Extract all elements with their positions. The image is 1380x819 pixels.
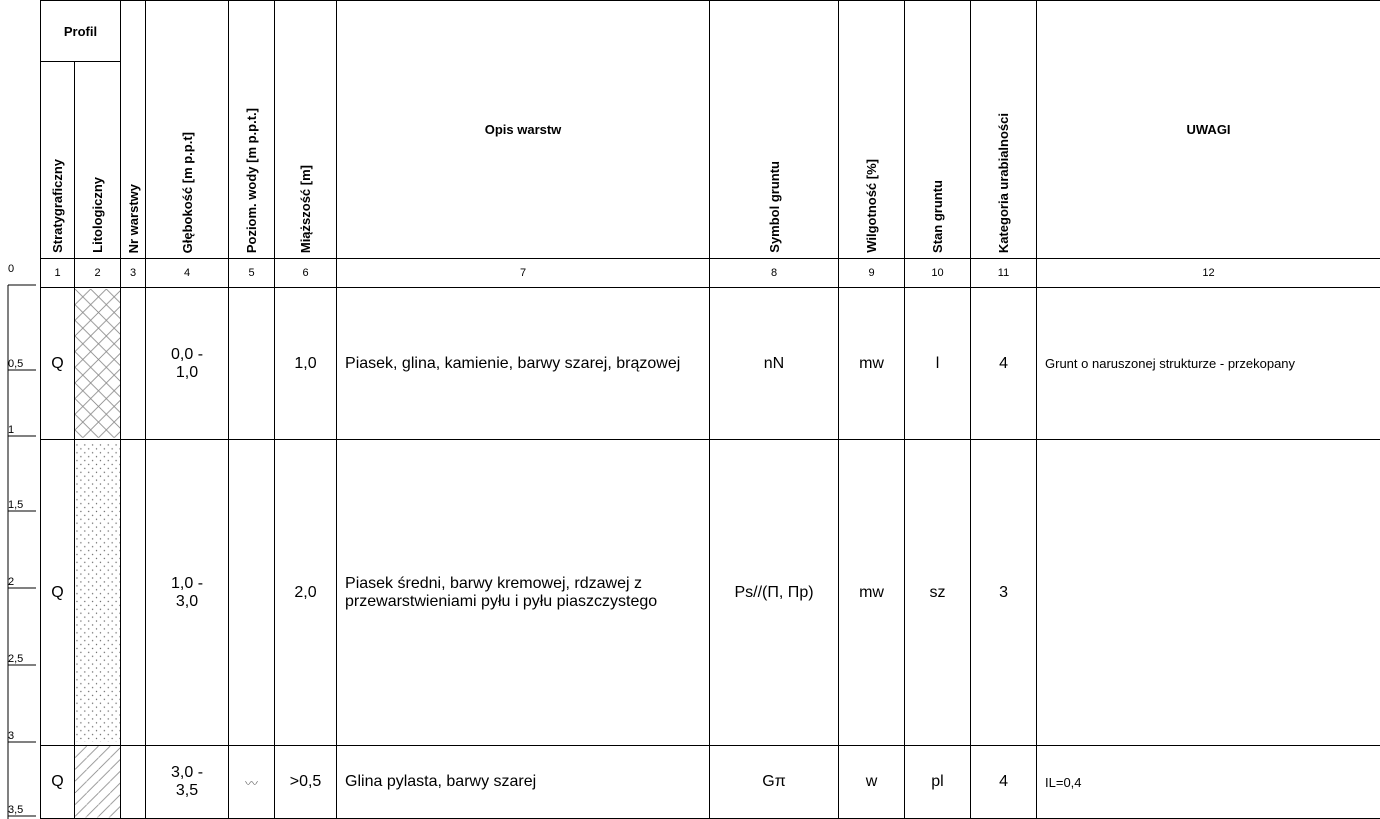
scale-label: 3: [8, 730, 15, 742]
col-number: 10: [905, 259, 971, 288]
layer-notes: IL=0,4: [1037, 746, 1380, 819]
layer-symbol: Gπ: [710, 746, 839, 819]
glebokosc-header: Głębokość [m p.p.t]: [146, 1, 229, 259]
layer-row: [41, 746, 1380, 819]
col-number: 5: [229, 259, 275, 288]
layer-state: pl: [905, 746, 971, 819]
layer-strat: Q: [41, 288, 75, 440]
layer-water: [229, 440, 275, 746]
nr-warstwy-header: Nr warstwy: [121, 1, 146, 259]
layer-symbol: Ps//(Π, Πp): [710, 440, 839, 746]
water-level-icon: 〰: [229, 746, 275, 819]
wilgotnosc-header: Wilgotność [%]: [839, 1, 905, 259]
layer-strat: Q: [41, 440, 75, 746]
borehole-log-table: [40, 0, 1380, 819]
scale-label: 1,5: [8, 499, 24, 511]
scale-label: 3,5: [8, 804, 24, 816]
layer-category: 3: [971, 440, 1037, 746]
layer-nr: [121, 288, 146, 440]
layer-category: 4: [971, 746, 1037, 819]
layer-description: Piasek średni, barwy kremowej, rdzawej z przewarstwieniami pyłu i pyłu piaszczystego: [337, 440, 710, 746]
stan-header: Stan gruntu: [905, 1, 971, 259]
col-number: 9: [839, 259, 905, 288]
layer-state: sz: [905, 440, 971, 746]
lithology-diagonal: [75, 746, 121, 819]
layer-thickness: 1,0: [275, 288, 337, 440]
layer-row: [41, 440, 1380, 746]
column-numbers-row: [41, 259, 1380, 288]
depth-scale: [0, 0, 40, 819]
profil-header: Profil: [41, 1, 121, 62]
col-number: 11: [971, 259, 1037, 288]
layer-nr: [121, 440, 146, 746]
scale-label: 2: [8, 576, 15, 588]
layer-water: [229, 288, 275, 440]
col-number: 3: [121, 259, 146, 288]
scale-label: 0,5: [8, 358, 24, 370]
col-number: 4: [146, 259, 229, 288]
layer-moisture: w: [839, 746, 905, 819]
layer-symbol: nN: [710, 288, 839, 440]
col-number: 1: [41, 259, 75, 288]
col-number: 2: [75, 259, 121, 288]
layer-moisture: mw: [839, 288, 905, 440]
scale-label: 1: [8, 424, 15, 436]
kategoria-header: Kategoria urabialności: [971, 1, 1037, 259]
scale-label: 2,5: [8, 653, 24, 665]
layer-description: Piasek, glina, kamienie, barwy szarej, brązowej: [337, 288, 710, 440]
layer-category: 4: [971, 288, 1037, 440]
layer-depth: 0,0 - 1,0: [146, 288, 229, 440]
layer-row: [41, 288, 1380, 440]
layer-depth: 3,0 - 3,5: [146, 746, 229, 819]
symbol-header: Symbol gruntu: [710, 1, 839, 259]
stratygraficzny-header: Stratygraficzny: [41, 62, 75, 259]
layer-nr: [121, 746, 146, 819]
layer-strat: Q: [41, 746, 75, 819]
layer-description: Glina pylasta, barwy szarej: [337, 746, 710, 819]
col-number: 8: [710, 259, 839, 288]
layer-thickness: >0,5: [275, 746, 337, 819]
depth-scale-axis: [0, 0, 40, 819]
poziom-wody-header: Poziom. wody [m p.p.t.]: [229, 1, 275, 259]
opis-header: Opis warstw: [337, 1, 710, 259]
col-number: 7: [337, 259, 710, 288]
header-row: [41, 1, 1380, 62]
litologiczny-header: Litologiczny: [75, 62, 121, 259]
lithology-dots: [75, 440, 121, 746]
uwagi-header: UWAGI: [1037, 1, 1380, 259]
layer-notes: [1037, 440, 1380, 746]
miazszosc-header: Miąższość [m]: [275, 1, 337, 259]
layer-moisture: mw: [839, 440, 905, 746]
layer-thickness: 2,0: [275, 440, 337, 746]
layer-state: l: [905, 288, 971, 440]
col-number: 12: [1037, 259, 1380, 288]
layer-notes: Grunt o naruszonej strukturze - przekopany: [1037, 288, 1380, 440]
col-number: 6: [275, 259, 337, 288]
lithology-crosshatch: [75, 288, 121, 440]
scale-label: 0: [8, 263, 15, 275]
layer-depth: 1,0 - 3,0: [146, 440, 229, 746]
